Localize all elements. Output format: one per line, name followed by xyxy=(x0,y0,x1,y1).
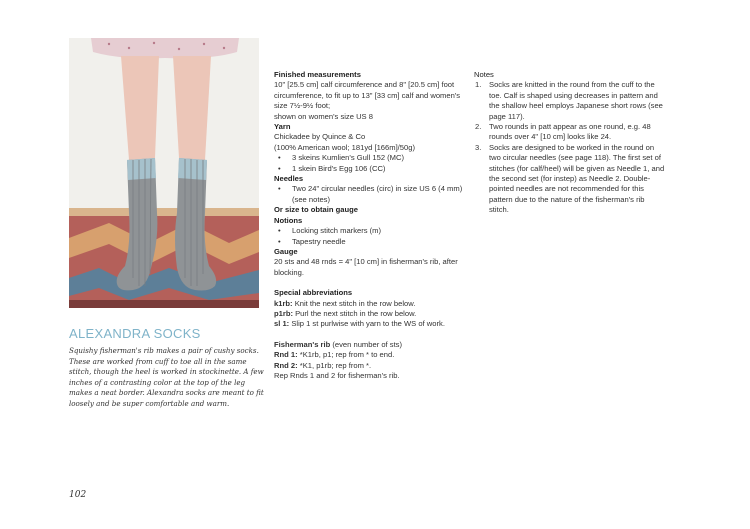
bullet-icon: • xyxy=(278,226,281,236)
notes-heading: Notes xyxy=(474,70,494,79)
pattern-title: ALEXANDRA SOCKS xyxy=(69,326,201,341)
gauge-heading: Gauge xyxy=(274,246,298,256)
yarn-brand: Chickadee by Quince & Co xyxy=(274,132,366,142)
rib-heading-line: Fisherman's rib (even number of sts) xyxy=(274,339,403,349)
pattern-intro: Squishy fisherman's rib makes a pair of cushy socks. These are worked from cuff to toe all in the same stitch, though the heel is worked in stockinette. A few inches of a contrasting color at the top of the leg makes a neat border. Alexandra socks are meant to fit loosely and be super comfortable and warm. xyxy=(69,346,264,408)
yarn-fiber: (100% American wool; 181yd [166m]/50g) xyxy=(274,142,415,152)
notions-item: • Tapestry needle xyxy=(278,236,346,246)
bullet-icon: • xyxy=(278,184,281,194)
yarn-heading: Yarn xyxy=(274,122,291,132)
page-number: 102 xyxy=(69,490,87,500)
rib-rnd1: Rnd 1: *K1rb, p1; rep from * to end. xyxy=(274,350,395,360)
abbrev-sl1: sl 1: Slip 1 st purlwise with yarn to the WS of work. xyxy=(274,319,445,329)
yarn-item: • 3 skeins Kumlien's Gull 152 (MC) xyxy=(278,153,405,163)
needles-heading: Needles xyxy=(274,174,304,184)
pattern-specs-column xyxy=(274,70,466,381)
rib-rnd2: Rnd 2: *K1, p1rb; rep from *. xyxy=(274,360,372,370)
socks-photo xyxy=(69,38,259,308)
finished-shown: shown on women's size US 8 xyxy=(274,111,373,121)
abbrev-k1rb: k1rb: Knit the next stitch in the row below. xyxy=(274,298,416,308)
notes-column xyxy=(474,70,666,216)
rib-heading: Fisherman's rib xyxy=(274,339,331,349)
abbrev-heading: Special abbreviations xyxy=(274,288,353,298)
finished-heading: Finished measurements xyxy=(274,70,361,79)
notions-item: • Locking stitch markers (m) xyxy=(278,226,382,236)
needles-item: • Two 24" circular needles (circ) in size US 6 (4 mm) (see notes) xyxy=(278,184,463,204)
finished-text: 10" [25.5 cm] calf circumference and 8" [20.5 cm] foot circumference, to fit up to 13" [33 cm] calf and women's size 7½-9½ foot; xyxy=(274,80,461,111)
note-item: 3. Socks are designed to be worked in the round on two circular needles (see page 118). The first set of stitches (for calf/heel) will be given as Needle 1, and the second set (for instep) as Needle 2. Double-pointed needles are not recommended for this pattern due to the nature of the fisherman's rib stitch. xyxy=(475,142,665,215)
bullet-icon: • xyxy=(278,236,281,246)
rib-repeat: Rep Rnds 1 and 2 for fisherman's rib. xyxy=(274,370,400,380)
notions-heading: Notions xyxy=(274,215,303,225)
note-item: 2. Two rounds in patt appear as one round, e.g. 48 rounds over 4" [10 cm] looks like 24. xyxy=(475,122,651,142)
bullet-icon: • xyxy=(278,163,281,173)
note-item: 1. Socks are knitted in the round from the cuff to the toe. Calf is shaped using decreases in pattern and the shallow heel employs Japanese short rows (see page 117). xyxy=(475,80,663,121)
abbrev-p1rb: p1rb: Purl the next stitch in the row below. xyxy=(274,308,417,318)
bullet-icon: • xyxy=(278,153,281,163)
gauge-text: 20 sts and 48 rnds = 4" [10 cm] in fisherman's rib, after blocking. xyxy=(274,257,458,277)
yarn-item: • 1 skein Bird's Egg 106 (CC) xyxy=(278,163,386,173)
gauge-alt: Or size to obtain gauge xyxy=(274,205,358,215)
